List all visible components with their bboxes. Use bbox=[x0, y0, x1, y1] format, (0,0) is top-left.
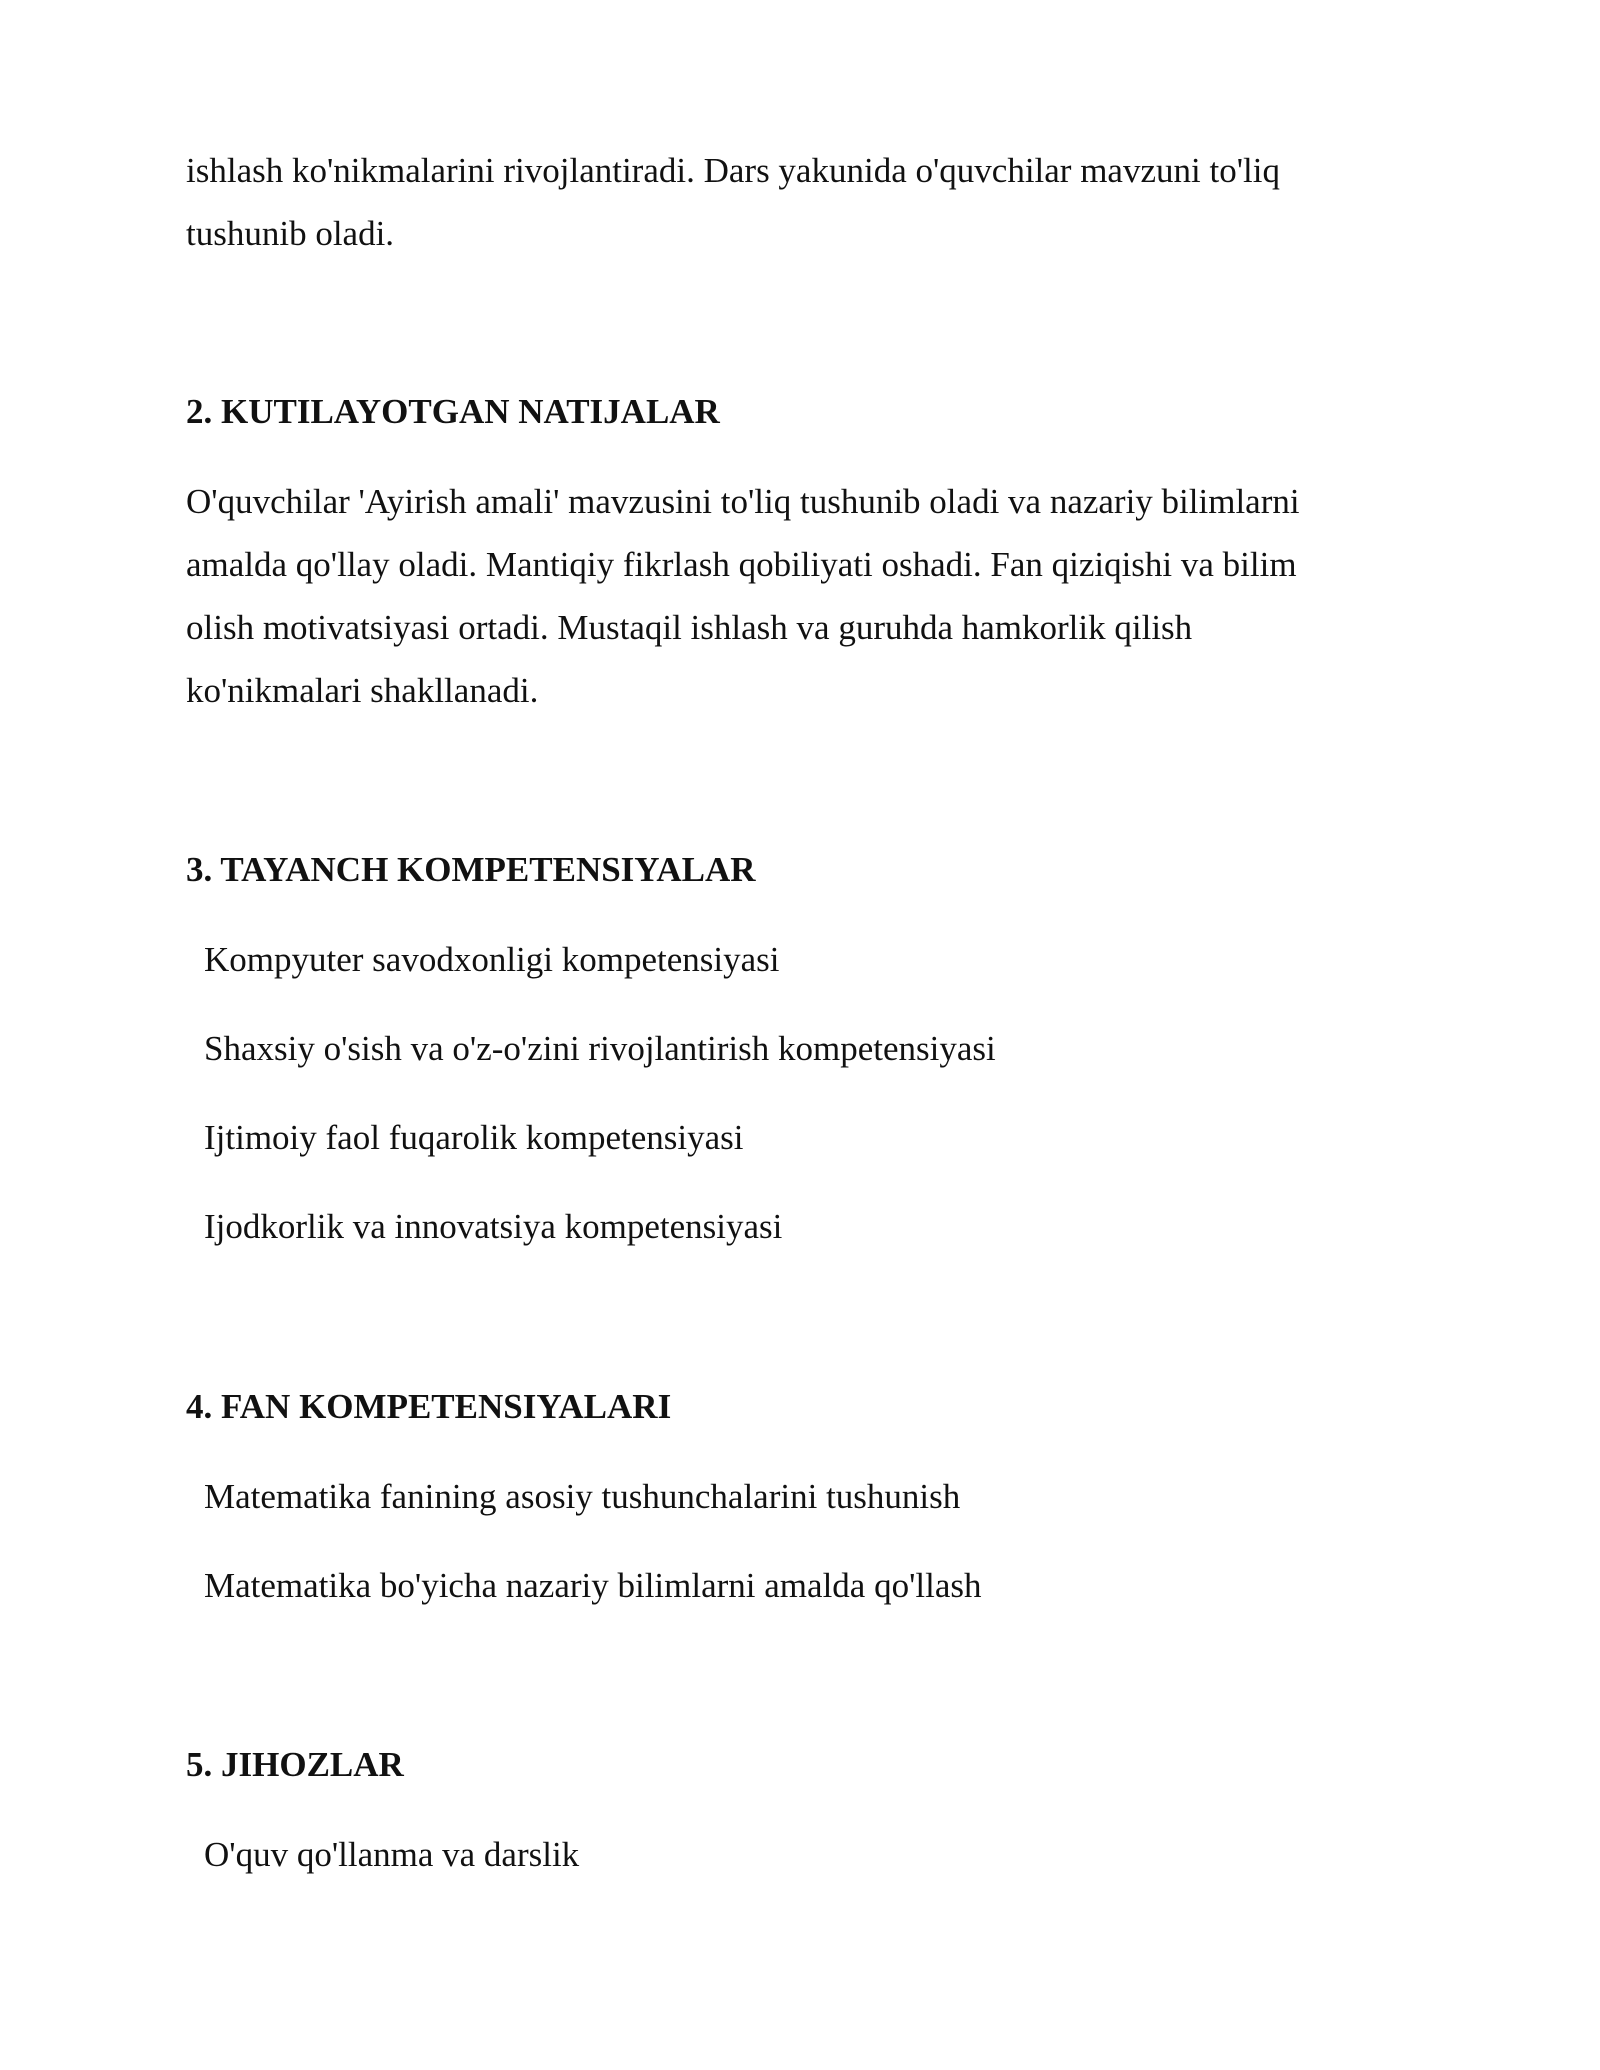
list-item: Ijtimoiy faol fuqarolik kompetensiyasi bbox=[204, 1118, 744, 1157]
list-item: Ijodkorlik va innovatsiya kompetensiyasi bbox=[204, 1207, 783, 1246]
section-heading-subject-competencies: 4. FAN KOMPETENSIYALARI bbox=[186, 1387, 672, 1426]
section-heading-equipment: 5. JIHOZLAR bbox=[186, 1745, 404, 1784]
section-heading-expected-results: 2. KUTILAYOTGAN NATIJALAR bbox=[186, 392, 720, 431]
intro-paragraph: ishlash ko'nikmalarini rivojlantiradi. Dars yakunida o'quvchilar mavzuni to'liq tushunib oladi. bbox=[186, 151, 1280, 253]
list-item: Kompyuter savodxonligi kompetensiyasi bbox=[204, 940, 780, 979]
section-heading-core-competencies: 3. TAYANCH KOMPETENSIYALAR bbox=[186, 850, 756, 889]
list-item: Shaxsiy o'sish va o'z-o'zini rivojlantirish kompetensiyasi bbox=[204, 1029, 996, 1068]
list-item: Matematika bo'yicha nazariy bilimlarni amalda qo'llash bbox=[204, 1566, 982, 1605]
list-item: O'quv qo'llanma va darslik bbox=[204, 1835, 580, 1874]
expected-results-paragraph: O'quvchilar 'Ayirish amali' mavzusini to'liq tushunib oladi va nazariy bilimlarni amalda qo'llay oladi. Mantiqiy fikrlash qobiliyati oshadi. Fan qiziqishi va bilim olish motivatsiyasi ortadi. Mustaqil ishlash va guruhda hamkorlik qilish ko'nikmalari shakllanadi. bbox=[186, 482, 1300, 710]
list-item: Matematika fanining asosiy tushunchalarini tushunish bbox=[204, 1477, 961, 1516]
